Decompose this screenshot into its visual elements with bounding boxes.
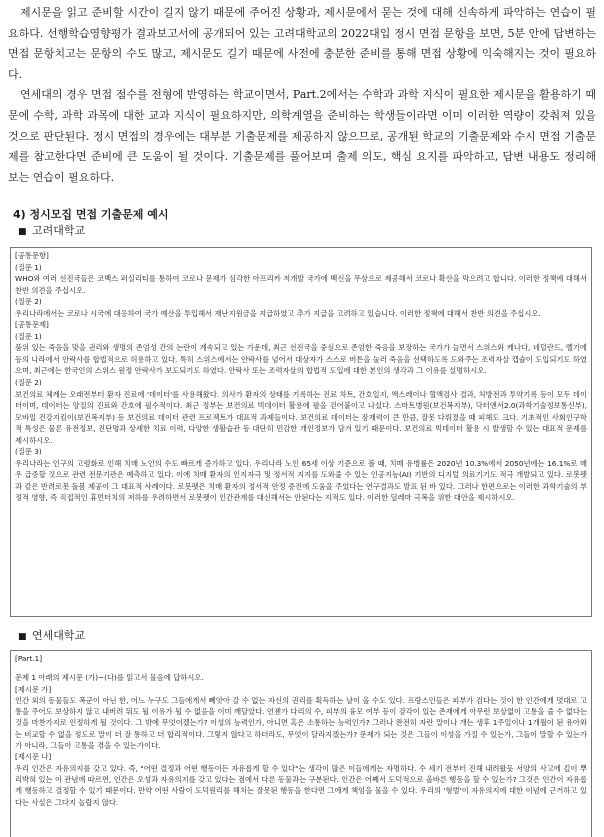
yonsei-heading-label: 연세대학교 — [32, 629, 86, 642]
yonsei-part-label: [Part.1] — [15, 654, 43, 663]
korea-line: [공통문항] — [15, 251, 49, 260]
intro-text — [8, 3, 596, 188]
yonsei-line: [제시문 나] — [15, 752, 52, 762]
korea-line: WHO와 여러 선진국들은 코백스 퍼실리티를 통하여 코로나 문제가 심각한 아프리카 저개발 국가에 백신을 무상으로 제공해서 코로나 확산을 막으려고 합니다. 이러한 정책에 대해서 찬반 의견을 주십시오. — [15, 274, 587, 295]
korea-line: 우리나라는 인구의 고령화로 인해 치매 노인의 수도 빠르게 증가하고 있다. 우리나라 노인 65세 이상 기준으로 볼 때, 치매 유병률은 2020년 10.3%에서 2050년에는 16.1%로 매우 급증할 것으로 관련 전문기관은 예측하고 있다. 이에 치매 환자의 인지자극 및 정서적 지지를 도와줄 수 있는 인공지능(AI) 기반의 디지털 의료기기도 적극 개발되고 있다. 로봇펫과 같은 반려로봇 돌봄 제공이 그 대표적 사례이다. 로봇펫은 치매 환자의 정서적 안정 증진에 도움을 주었다는 연구결과도 발표 된 바 있다. 그러나 한편으로는 이러한 과학기술의 부정적 영향, 즉 직접적인 휴먼터치의 저하를 우려하면서 로봇펫이 인간관계를 대신해서는 안된다는 지적도 있다. 이러한 딜레마 극복을 위한 대안을 제시하시오. — [15, 458, 587, 503]
square-bullet-icon: ■ — [18, 227, 27, 237]
korea-line: (질문 1) — [15, 262, 42, 272]
intro-paragraph-2: 연세대의 경우 면접 점수를 전형에 반영하는 학교이면서, Part.2에서는 수학과 과학 지식이 필요한 제시문을 활용하기 때문에 수학, 과학 과목에 대한 교과 지식이 필요하지만, 의학계열을 준비하는 학생들이라면 이미 이러한 역량이 갖춰져 있을 것으로 판단된다. 정시 면접의 경우에는 대부분 기출문제를 제공하지 않으므로, 공개된 학교의 기출문제와 수시 면접 기출문제를 참고한다면 준비에 큰 도움이 될 것이다. 기출문제를 풀어보며 출제 의도, 핵심 요지를 파악하고, 답변 내용도 정리해 보는 연습이 필요하다. — [8, 88, 596, 184]
korea-line: 보건의료 체계는 오래전부터 환자 진료에 '데이터'를 사용해왔다. 의사가 환자의 상태를 기록하는 진료 차트, 간호일지, 엑스레이나 혈액검사 결과, 처방전과 투약기록 등이 모두 데이터이며, 데이터는 양질의 진료와 간호에 필수적이다. 최근 정부는 보건의료 빅데이터 활용에 팔을 걷어붙이고 나섰다. 스마트병원(보건복지부), 닥터앤서2.0(과학기술정보통신부), 모바일 건강지킴이(보건복지부) 등 보건의료 데이터 관련 프로젝트가 대표적 과제들이다. 보건의료 데이터는 잠재력이 큰 만큼, 잘못 다뤄졌을 때 피해도 크다. 기초적인 사회인구학적 특성은 물론 유전정보, 진단명과 상세한 치료 이력, 다양한 생활습관 등 대단히 민감한 개인정보가 담겨 있기 때문이다. 보건의료 빅데이터 활용 시 발생할 수 있는 대표적 문제를 제시하시오. — [15, 389, 587, 445]
yonsei-question-box — [10, 650, 592, 837]
yonsei-line: 인간 외의 동물들도 폭군이 아닌 한, 어느 누구도 그들에게서 빼앗아 갈 수 없는 자신의 권리를 획득하는 날이 올 수도 있다. 프랑스인들은 피부가 검다는 것이 한 인간에게 멋대로 고통을 주어도 보상하지 않고 내버려 둬도 될 이유가 될 수 없음을 이미 깨달았다. 언젠가 다리의 수, 피부의 융모 여부 등이 감각이 있는 존재에게 아무런 보상없이 고통을 줄 수 없다는 것을 마찬가지로 인정하게 될 것이다. 그 밖에 무엇이겠는가? 이성의 능력인가, 아니면 혹은 소통하는 능력인가? 그러나 완전히 자란 말이나 개는 생후 1주일이나 1개월이 된 유아와는 비교할 수 없을 정도로 말이 더 잘 통하고 더 합리적이다. 그렇지 않다고 하더라도, 무엇이 달라지겠는가? 문제가 되는 것은 그들이 이성을 가질 수 있는가, 그들이 말할 수 있는가가 아니라, 그들이 고통을 겪을 수 있는가이다. — [15, 695, 587, 751]
korea-line: 품위 있는 죽음을 맞을 권리와 생명의 존엄성 간의 논란이 계속되고 있는 가운데, 최근 선진국을 중심으로 존엄한 죽음을 보장하는 국가가 늘면서 스위스와 캐나다, 네덜란드, 벨기에 등의 나라에서 안락사를 합법적으로 허용하고 있다. 특히 스위스에서는 안락사를 넘어서 대상자가 스스로 버튼을 눌러 죽음을 선택하도록 도와주는 조력자살 캡슐이 도입되기도 하였으며, 최근에는 한국인의 스위스 원정 안락사가 보도되기도 하였다. 안락사 또는 조력자살의 합법적 도입에 대한 본인의 생각과 그 이유를 설명하시오. — [15, 343, 587, 376]
korea-line: [공통문제] — [15, 320, 49, 330]
korea-line: (질문 2) — [15, 297, 42, 307]
korea-heading-label: 고려대학교 — [32, 224, 86, 237]
yonsei-line: [제시문 가] — [15, 684, 52, 694]
spacer — [15, 664, 587, 672]
korea-line: 우리나라에서는 코로나 시국에 대응하여 국가 예산을 투입해서 재난지원금을 지급하였고 추가 지급을 고려하고 있습니다. 이러한 정책에 대해서 찬반 의견을 주십시오. — [15, 308, 541, 318]
korea-question-box — [10, 247, 592, 617]
intro-paragraph-1: 제시문을 읽고 준비할 시간이 길지 않기 때문에 주어진 상황과, 제시문에서 묻는 것에 대해 신속하게 파악하는 연습이 필요하다. 선행학습영향평가 결과보고서에 공개되어 있는 고려대학교의 2022대입 정시 면접 문항을 보면, 5분 안에 답변하는 면접 문항치고는 문항의 수도 많고, 제시문도 길기 때문에 사전에 충분한 준비를 통해 면접 상황에 익숙해지는 것이 필요하다. — [8, 6, 596, 81]
korea-line: (질문 2) — [15, 378, 42, 388]
korea-line: (질문 3) — [15, 447, 42, 457]
korea-university-heading — [18, 223, 85, 240]
yonsei-line: 우리 인간은 자유의지를 갖고 있다. 즉, "어떤 결정과 어떤 행동이든 자유롭게 할 수 있다"는 생각이 많은 이들에게는 자명하다. 수 세기 전부터 진해 내려왔듯 서양의 사고에 깊이 뿌리박혀 있는 이 관념에 따르면, 인간은 오성과 자유의지를 갖고 있다는 점에서 다른 동물과는 구분된다. 인간은 어째서 도덕적으로 올바른 행동을 할 수 있는가? 그것은 인간이 자유롭게 행동하고 결정할 수 있기 때문이다. 만약 어떤 사람이 도덕원리를 해치는 잘못된 행동을 한다면 그에게 책임을 물을 수 있다. 우리의 '형벌'이 자유의지에 대한 이념에 근거하고 있다는 사실은 그다지 놀랍지 않다. — [15, 763, 587, 807]
section-title: 4) 정시모집 면접 기출문제 예시 — [13, 208, 169, 221]
yonsei-university-heading — [18, 628, 85, 645]
yonsei-line: 문제 1 아래의 제시문 (가)~(다)를 읽고서 물음에 답하시오. — [15, 673, 204, 683]
korea-line: (질문 1) — [15, 331, 42, 341]
square-bullet-icon: ■ — [18, 632, 27, 642]
